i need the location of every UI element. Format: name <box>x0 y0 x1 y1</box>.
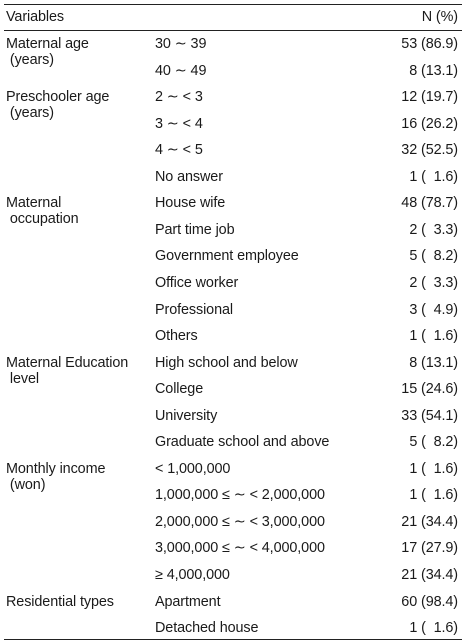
variable-label: Maternal Education level <box>6 354 129 387</box>
n-percent-cell: 2 ( 3.3) <box>409 221 458 238</box>
variable-label: Monthly income (won) <box>6 460 106 493</box>
n-percent-cell: 2 ( 3.3) <box>409 274 458 291</box>
category-cell: 3 ∼ < 4 <box>155 115 203 132</box>
header-variables: Variables <box>6 9 65 25</box>
n-percent-cell: 1 ( 1.6) <box>409 168 458 185</box>
n-percent-cell: 1 ( 1.6) <box>409 620 458 637</box>
category-cell: 1,000,000 ≤ ∼ < 2,000,000 <box>155 487 325 504</box>
category-cell: House wife <box>155 195 226 212</box>
n-percent-cell: 1 ( 1.6) <box>409 487 458 504</box>
category-cell: ≥ 4,000,000 <box>155 567 230 583</box>
n-percent-cell: 21 (34.4) <box>401 513 458 530</box>
category-cell: Others <box>155 328 198 345</box>
table-top-rule <box>4 4 462 5</box>
category-cell: Detached house <box>155 620 259 637</box>
n-percent-cell: 3 ( 4.9) <box>409 301 458 318</box>
n-percent-cell: 5 ( 8.2) <box>409 434 458 451</box>
n-percent-cell: 15 (24.6) <box>401 381 458 398</box>
n-percent-cell: 16 (26.2) <box>401 115 458 132</box>
n-percent-cell: 17 (27.9) <box>401 540 458 557</box>
category-cell: < 1,000,000 <box>155 460 231 477</box>
category-cell: High school and below <box>155 354 298 371</box>
n-percent-cell: 8 (13.1) <box>409 62 458 79</box>
category-cell: 2,000,000 ≤ ∼ < 3,000,000 <box>155 513 325 530</box>
variable-label: Maternal age (years) <box>6 36 89 68</box>
category-cell: 3,000,000 ≤ ∼ < 4,000,000 <box>155 540 325 557</box>
n-percent-cell: 1 ( 1.6) <box>409 328 458 345</box>
n-percent-cell: 21 (34.4) <box>401 567 458 583</box>
n-percent-cell: 60 (98.4) <box>401 593 458 610</box>
category-cell: Graduate school and above <box>155 434 330 451</box>
n-percent-cell: 33 (54.1) <box>401 407 458 424</box>
n-percent-cell: 8 (13.1) <box>409 354 458 371</box>
category-cell: College <box>155 381 204 398</box>
category-cell: 40 ∼ 49 <box>155 62 207 79</box>
n-percent-cell: 53 (86.9) <box>401 36 458 52</box>
table-header-rule <box>4 30 462 31</box>
category-cell: University <box>155 407 218 424</box>
category-cell: No answer <box>155 168 223 185</box>
table-bottom-rule <box>4 639 462 640</box>
category-cell: Apartment <box>155 593 221 610</box>
n-percent-cell: 1 ( 1.6) <box>409 460 458 477</box>
n-percent-cell: 48 (78.7) <box>401 195 458 212</box>
category-cell: Professional <box>155 301 233 318</box>
header-n-percent: N (%) <box>421 9 458 25</box>
category-cell: 4 ∼ < 5 <box>155 142 203 159</box>
category-cell: Part time job <box>155 221 235 238</box>
variable-label: Preschooler age (years) <box>6 89 110 122</box>
variable-label: Maternal occupation <box>6 195 79 228</box>
n-percent-cell: 5 ( 8.2) <box>409 248 458 265</box>
variable-label: Residential types <box>6 593 114 610</box>
category-cell: Government employee <box>155 248 299 265</box>
n-percent-cell: 32 (52.5) <box>401 142 458 159</box>
category-cell: 30 ∼ 39 <box>155 36 207 52</box>
n-percent-cell: 12 (19.7) <box>401 89 458 106</box>
category-cell: 2 ∼ < 3 <box>155 89 203 106</box>
category-cell: Office worker <box>155 274 239 291</box>
